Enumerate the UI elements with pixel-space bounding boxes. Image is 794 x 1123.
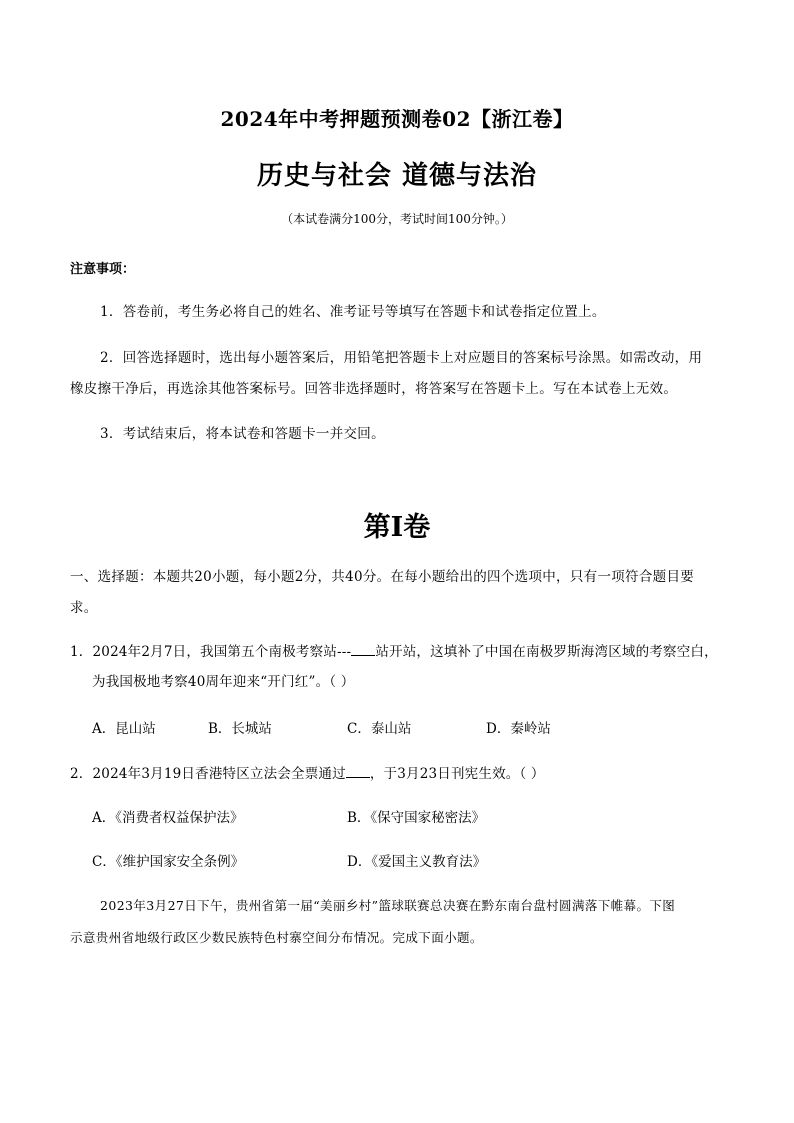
question-1-line-1 (70, 640, 718, 660)
question-1-option-b: B．长城站 (208, 721, 272, 737)
exam-subtitle: 历史与社会 道德与法治 (256, 161, 538, 191)
question-2-text-a: 2．2024年3月19日香港特区立法会全票通过 (70, 766, 346, 782)
notice-item-2: 2．回答选择题时，选出每小题答案后，用铅笔把答题卡上对应题目的答案标号涂黑。如需改动，用 (100, 350, 703, 366)
question-2-option-b: B．《保守国家秘密法》 (347, 810, 486, 826)
notice-item-3: 3．考试结束后，将本试卷和答题卡一并交回。 (100, 426, 385, 442)
question-2-option-a: A．《消费者权益保护法》 (92, 810, 244, 826)
answer-blank (351, 643, 375, 656)
question-2-option-c: C．《维护国家安全条例》 (92, 854, 245, 870)
exam-title: 2024年中考押题预测卷02【浙江卷】 (220, 107, 574, 131)
exam-note: （本试卷满分100分，考试时间100分钟。） (281, 212, 513, 226)
section-title: 第Ⅰ卷 (363, 512, 431, 543)
notice-item-1: 1．答卷前，考生务必将自己的姓名、准考证号等填写在答题卡和试卷指定位置上。 (100, 304, 606, 320)
answer-blank (346, 765, 370, 778)
question-2-line-1 (70, 762, 545, 782)
question-1-option-d: D．秦岭站 (486, 721, 551, 737)
notice-item-2-cont: 橡皮擦干净后，再选涂其他答案标号。回答非选择题时，将答案写在答题卡上。写在本试卷上无效。 (70, 381, 678, 397)
section-instructions: 一、选择题：本题共20小题，每小题2分，共40分。在每小题给出的四个选项中，只有一项符合题目要 (70, 569, 695, 585)
question-1-line-2: 为我国极地考察40周年迎来“开门红”。（ ） (92, 674, 355, 690)
question-1-option-a: A．昆山站 (92, 721, 156, 737)
question-2-option-d: D．《爱国主义教育法》 (347, 854, 487, 870)
question-2-text-b: ，于3月23日刊宪生效。（ ） (369, 766, 545, 782)
passage-line-1: 2023年3月27日下午，贵州省第一届“美丽乡村”篮球联赛总决赛在黔东南台盘村圆满落下帷幕。下图 (100, 898, 676, 913)
notice-heading: 注意事项： (70, 262, 136, 277)
section-instructions-cont: 求。 (70, 600, 98, 616)
passage-line-2: 示意贵州省地级行政区少数民族特色村寨空间分布情况。完成下面小题。 (70, 930, 483, 945)
question-1-text-a: 1．2024年2月7日，我国第五个南极考察站--- (70, 644, 352, 660)
question-1-option-c: C．泰山站 (347, 721, 412, 737)
question-1-text-b: 站开站，这填补了中国在南极罗斯海湾区域的考察空白， (375, 644, 718, 660)
